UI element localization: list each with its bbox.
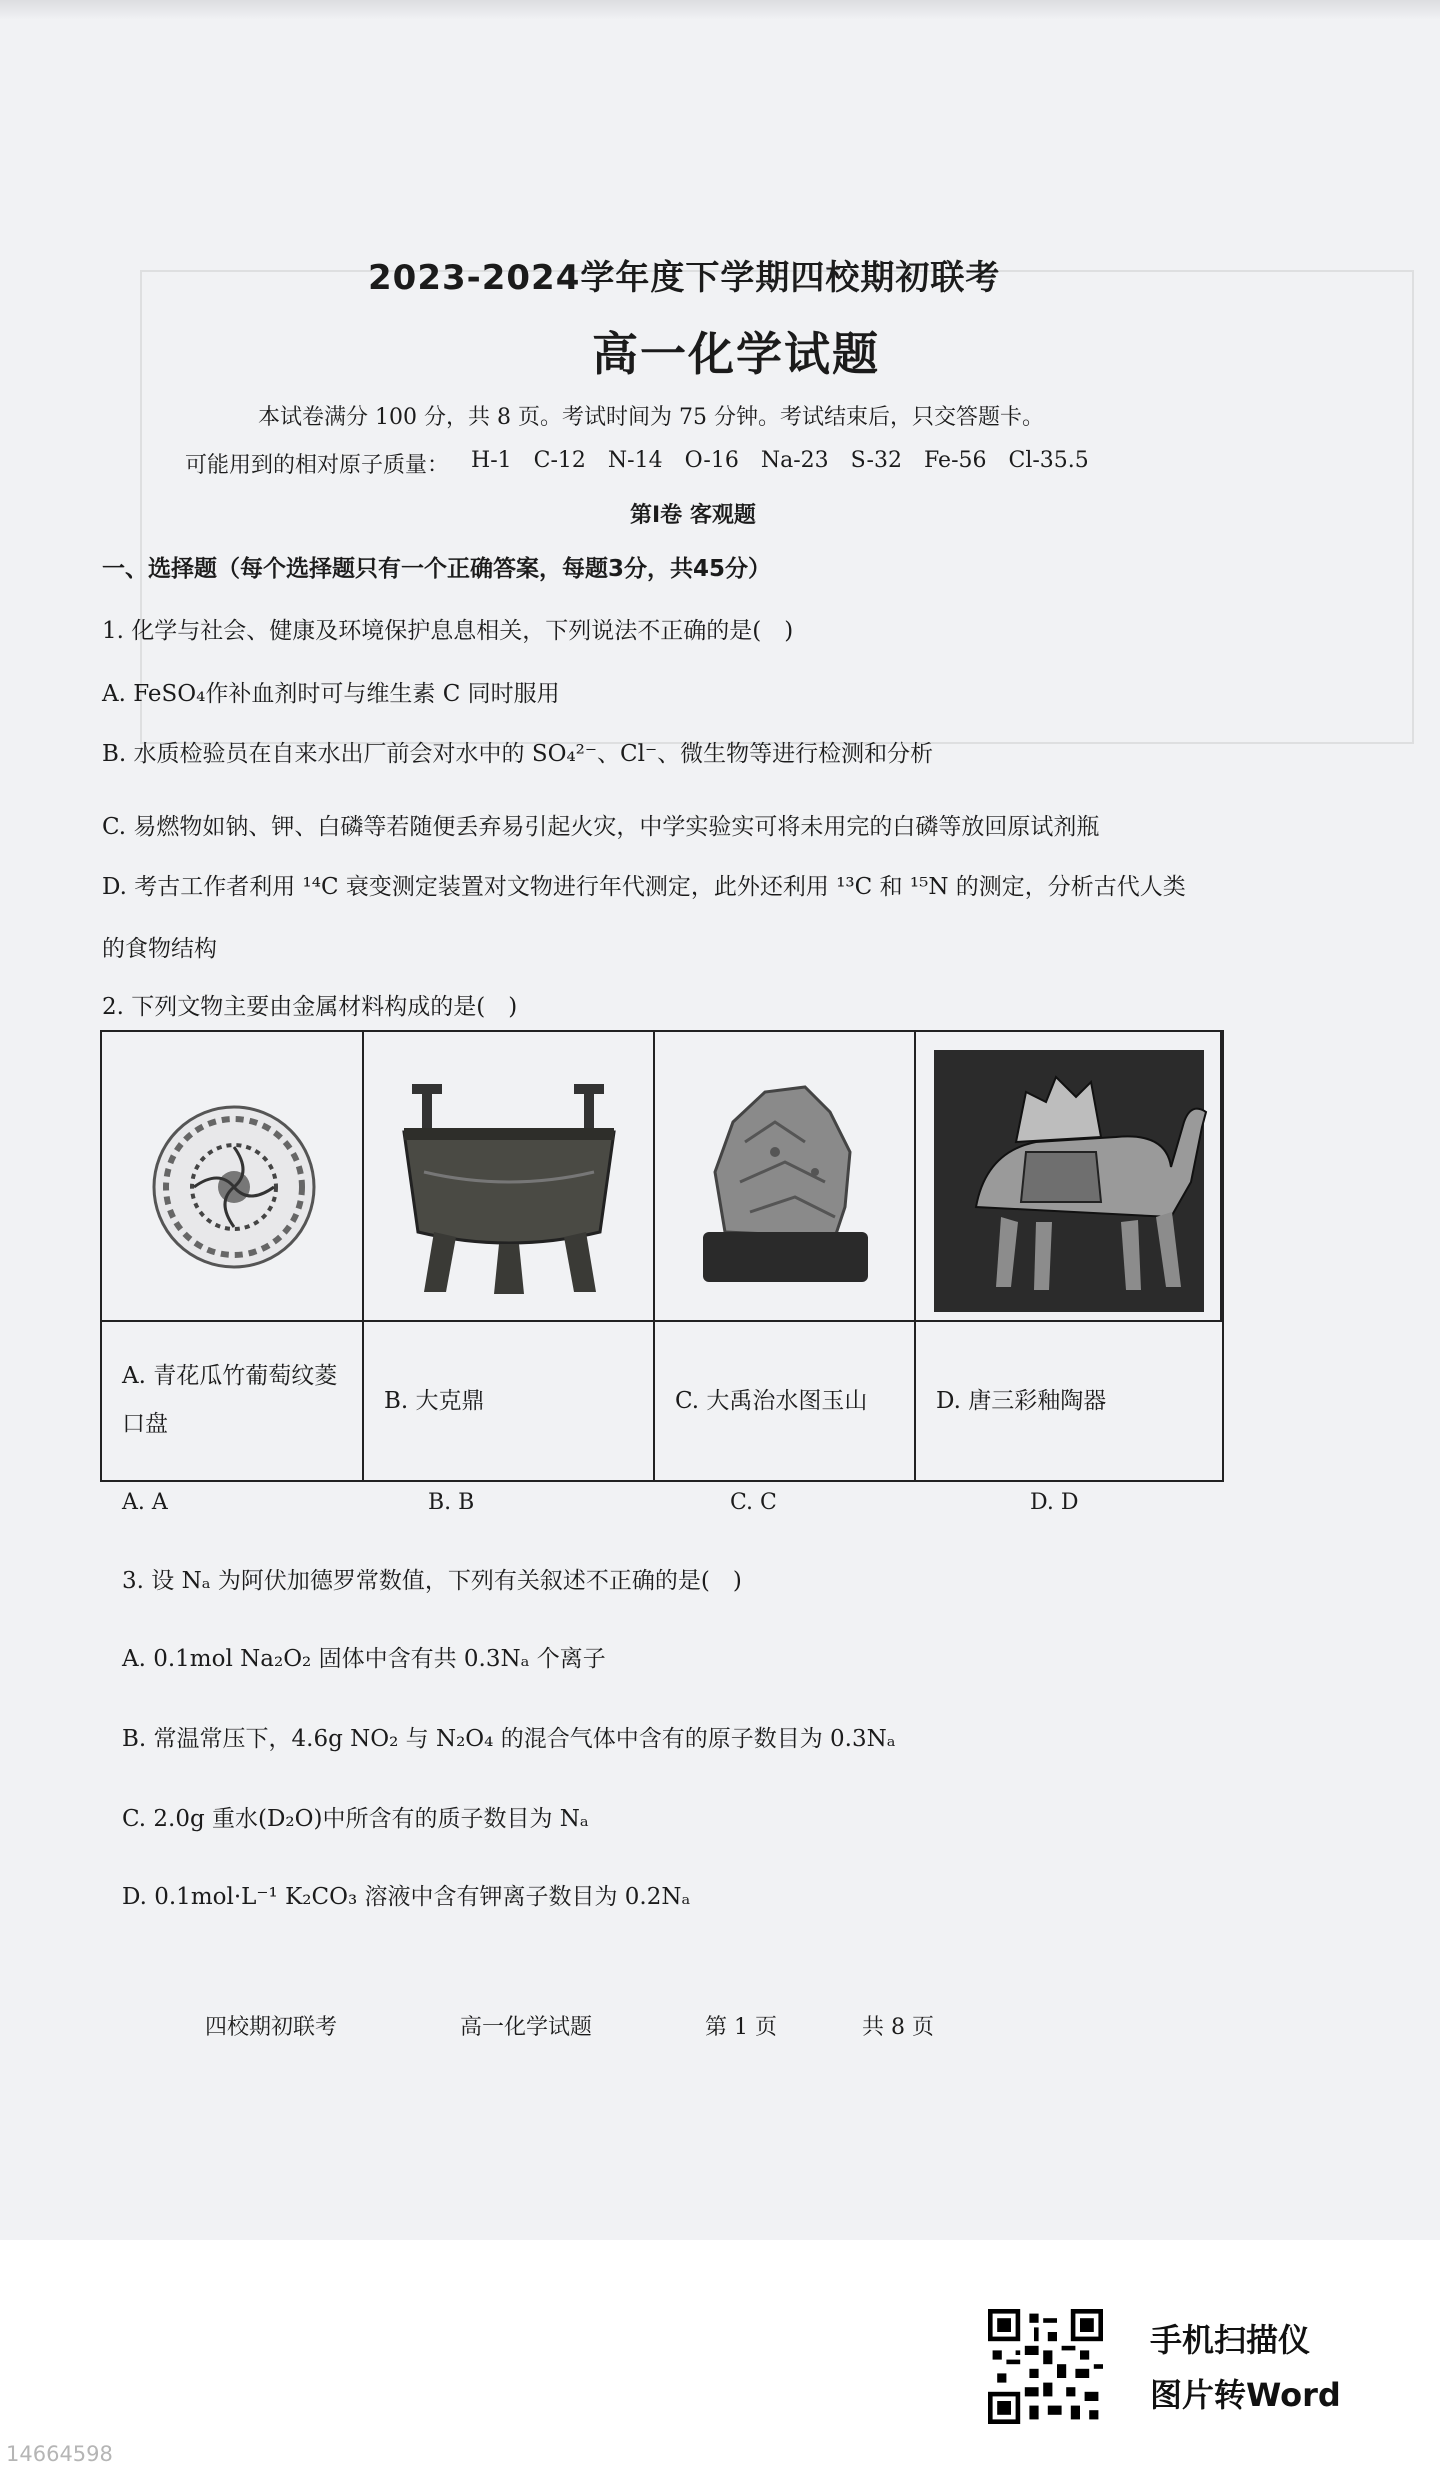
part-title: 第Ⅰ卷 客观题: [630, 503, 756, 528]
atomic-mass: Na-23: [760, 448, 829, 473]
question-2-option-a: A. A: [122, 1490, 168, 1515]
question-1-option-d: D. 考古工作者利用 ¹⁴C 衰变测定装置对文物进行年代测定，此外还利用 ¹³C 和 ¹⁵N 的测定，分析古代人类: [102, 874, 1186, 900]
question-1-option-c: C. 易燃物如钠、钾、白磷等若随便丢弃易引起火灾，中学实验实可将未用完的白磷等放回原试剂瓶: [102, 814, 1100, 840]
artifact-caption-a: A. 青花瓜竹葡萄纹菱口盘: [102, 1320, 364, 1480]
question-1-option-a: A. FeSO₄作补血剂时可与维生素 C 同时服用: [102, 681, 560, 707]
exam-info-line: 本试卷满分 100 分，共 8 页。考试时间为 75 分钟。考试结束后，只交答题卡。: [258, 405, 1044, 430]
question-3-option-b: B. 常温常压下，4.6g NO₂ 与 N₂O₄ 的混合气体中含有的原子数目为 0.3Nₐ: [122, 1726, 896, 1752]
paper-edge: [0, 0, 1440, 20]
question-2-option-c: C. C: [730, 1490, 777, 1515]
footer-total-pages: 共 8 页: [862, 2015, 934, 2040]
subject-title: 高一化学试题: [592, 327, 880, 381]
artifact-caption-d: D. 唐三彩釉陶器: [916, 1320, 1222, 1480]
question-1-stem: 1. 化学与社会、健康及环境保护息息相关，下列说法不正确的是( ): [102, 618, 794, 644]
artifact-caption-b: B. 大克鼎: [364, 1320, 655, 1480]
question-2-stem: 2. 下列文物主要由金属材料构成的是( ): [102, 994, 518, 1020]
atomic-label: 可能用到的相对原子质量：: [185, 453, 450, 478]
atomic-mass: H-1: [471, 448, 512, 473]
question-3-option-d: D. 0.1mol·L⁻¹ K₂CO₃ 溶液中含有钾离子数目为 0.2Nₐ: [122, 1884, 691, 1910]
atomic-mass: Cl-35.5: [1008, 448, 1089, 473]
footer-exam-name: 四校期初联考: [205, 2015, 338, 2040]
footer-page-number: 第 1 页: [705, 2015, 777, 2040]
section-heading: 一、选择题（每个选择题只有一个正确答案，每题3分，共45分）: [102, 556, 772, 582]
jade-mountain-image: [655, 1032, 916, 1320]
atomic-mass: C-12: [533, 448, 586, 473]
atomic-mass: Fe-56: [923, 448, 987, 473]
atomic-masses-line: [185, 448, 1111, 479]
footer-subject: 高一化学试题: [460, 2015, 593, 2040]
question-1-option-d-cont: 的食物结构: [102, 936, 217, 962]
porcelain-plate-image: [102, 1032, 364, 1320]
artifact-image-cell-a: [102, 1032, 364, 1320]
atomic-mass: O-16: [684, 448, 739, 473]
question-2-option-b: B. B: [428, 1490, 475, 1515]
brand-line-1: 手机扫描仪: [1150, 2321, 1311, 2359]
document-id: 14664598: [6, 2442, 113, 2466]
brand-line-2: 图片转Word: [1150, 2376, 1341, 2414]
question-3-option-a: A. 0.1mol Na₂O₂ 固体中含有共 0.3Nₐ 个离子: [122, 1646, 606, 1672]
question-3-stem: 3. 设 Nₐ 为阿伏加德罗常数值，下列有关叙述不正确的是( ): [122, 1568, 742, 1594]
qr-code-icon[interactable]: [988, 2309, 1103, 2424]
artifact-image-cell-b: [364, 1032, 655, 1320]
atomic-mass: N-14: [607, 448, 663, 473]
artifact-caption-c: C. 大禹治水图玉山: [655, 1320, 916, 1480]
atomic-mass: S-32: [850, 448, 902, 473]
tang-sancai-camel-image: [916, 1032, 1222, 1320]
artifact-image-cell-d: [916, 1032, 1222, 1320]
artifact-table: [100, 1030, 1224, 1482]
bronze-ding-image: [364, 1032, 655, 1320]
question-3-option-c: C. 2.0g 重水(D₂O)中所含有的质子数目为 Nₐ: [122, 1806, 589, 1832]
exam-header-title: 2023-2024学年度下学期四校期初联考: [368, 258, 1001, 298]
artifact-image-cell-c: [655, 1032, 916, 1320]
question-2-option-d: D. D: [1030, 1490, 1079, 1515]
question-1-option-b: B. 水质检验员在自来水出厂前会对水中的 SO₄²⁻、Cl⁻、微生物等进行检测和分析: [102, 741, 934, 767]
